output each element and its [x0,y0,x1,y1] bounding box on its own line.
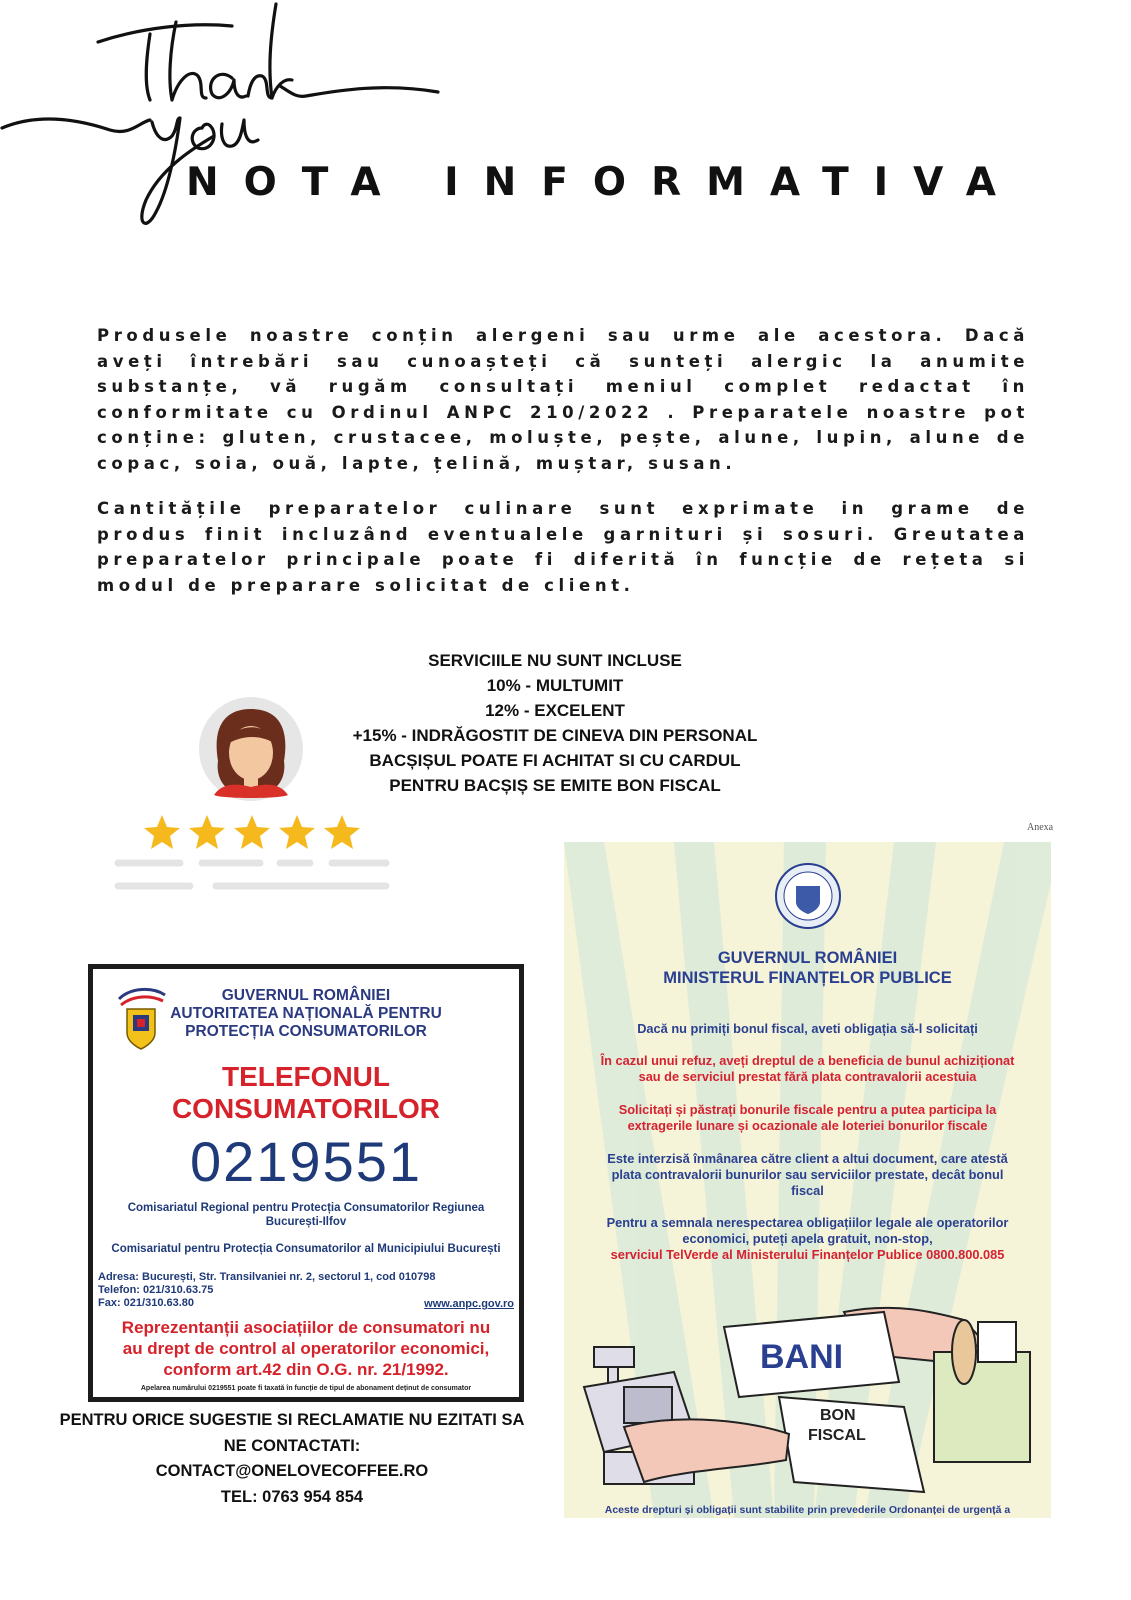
mfp-heading: GUVERNUL ROMÂNIEI [717,949,898,967]
mfp-paragraph: În cazul unui refuz, aveți dreptul de a beneficia de bunul achiziționat sau de serviciul prestat fără plata contravalorii acestuia [600,1053,1015,1084]
anpc-heading: PROTECȚIA CONSUMATORILOR [185,1023,427,1040]
rating-stars [144,815,360,849]
anpc-heading: GUVERNUL ROMÂNIEI [221,987,391,1004]
star-icon [144,815,180,849]
anpc-address: Adresa: București, Str. Transilvaniei nr. 2, sectorul 1, cod 010798 Telefon: 021/310.63.75 Fax: 021/310.63.80 [98,1271,436,1309]
mfp-paragraph: Pentru a semnala nerespectarea obligațiilor legale ale operatorilor economici, puteți apela gratuit, non-stop, serviciul TelVerde al Ministerului Finanțelor Publice 0800.800.085 [606,1215,1009,1262]
contact-line: PENTRU ORICE SUGESTIE SI RECLAMATIE NU EZITATI SA [59,1411,525,1429]
page-title: NOTA INFORMATIVA [186,160,1021,205]
ministry-seal-icon [776,864,840,928]
anpc-heading: AUTORITATEA NAȚIONALĂ PENTRU [170,1005,442,1022]
anpc-commissariat: București-Ilfov [265,1216,347,1228]
mfp-paragraph: Dacă nu primiți bonul fiscal, aveti obligația să-l solicitați [637,1021,978,1036]
fiscal-label: FISCAL [808,1427,866,1444]
anpc-commissariat: Comisariatul pentru Protecția Consumatorilor al Municipiului București [111,1243,501,1255]
tips-line: +15% - INDRĂGOSTIT DE CINEVA DIN PERSONAL [352,726,758,745]
allergen-notice: Produsele noastre conțin alergeni sau urme ale acestora. Dacă aveți întrebări sau cunoașteți că sunteți alergic la anumite substanțe, vă rugăm consultați meniul complet redactat în conformitate cu Ordinul ANPC 210/2022 . Preparatele noastre pot conține: gluten, crustacee, moluște, pește, alune, lupin, alune de copac, soia, ouă, lapte, țelină, muștar, susan. [97,326,1029,473]
annex-label: Anexa [1027,822,1054,833]
anpc-footnote: Apelarea numărului 0219551 poate fi taxată în funcție de tipul de abonament deținut de consumator [140,1385,472,1392]
anpc-warning: conform art.42 din O.G. nr. 21/1992. [163,1360,449,1379]
anpc-phone-title: CONSUMATORILOR [171,1093,441,1124]
mfp-fiscal-receipt-poster [564,842,1051,1518]
tips-line: BACȘIȘUL POATE FI ACHITAT SI CU CARDUL [369,751,741,770]
mfp-heading: MINISTERUL FINANȚELOR PUBLICE [663,969,952,987]
tips-line: 12% - EXCELENT [485,701,625,720]
star-icon [234,815,270,849]
contact-line: NE CONTACTATI: [223,1436,361,1455]
mfp-paragraph: Solicitați și păstrați bonurile fiscale pentru a putea participa la extragerile lunare și ocazionale ale loteriei bonurilor fiscale [618,1102,997,1133]
anpc-phone-number: 0219551 [189,1130,422,1193]
bon-label: BON [820,1407,856,1424]
anpc-commissariat: Comisariatul Regional pentru Protecția Consumatorilor Regiunea [127,1202,485,1214]
star-icon [279,815,315,849]
mfp-footnote: Aceste drepturi și obligații sunt stabilite prin prevederile Ordonanței de urgență a [604,1504,1011,1516]
anpc-warning: au drept de control al operatorilor economici, [122,1339,490,1358]
anpc-notice [88,964,524,1402]
user-avatar-icon [199,697,303,801]
thank-you-script [0,0,460,250]
review-illustration [110,695,400,900]
tips-line: 10% - MULTUMIT [486,676,624,695]
anpc-phone-title: TELEFONUL [222,1061,390,1092]
anpc-warning: Reprezentanții asociațiilor de consumatori nu [121,1318,491,1337]
contact-phone[interactable]: TEL: 0763 954 854 [220,1487,364,1506]
mfp-paragraph: Este interzisă înmânarea către client a altui document, care atestă plata contravalorii bunurilor sau serviciilor prestate, decât bonul fiscal [607,1151,1008,1198]
anpc-website-link[interactable]: www.anpc.gov.ro [424,1298,514,1310]
tips-line: SERVICIILE NU SUNT INCLUSE [428,651,682,670]
star-icon [189,815,225,849]
quantity-notice: Cantitățile preparatelor culinare sunt exprimate in grame de produs finit incluzând eventualele garnituri și sosuri. Greutatea preparatelor principale poate fi diferită în funcție de rețeta si modul de preparare solicitat de client. [97,499,1029,595]
bani-label: BANI [760,1338,844,1376]
contact-info [52,1408,532,1510]
star-icon [324,815,360,849]
tips-line: PENTRU BACȘIȘ SE EMITE BON FISCAL [389,776,721,795]
contact-email[interactable]: CONTACT@ONELOVECOFFEE.RO [155,1462,429,1480]
